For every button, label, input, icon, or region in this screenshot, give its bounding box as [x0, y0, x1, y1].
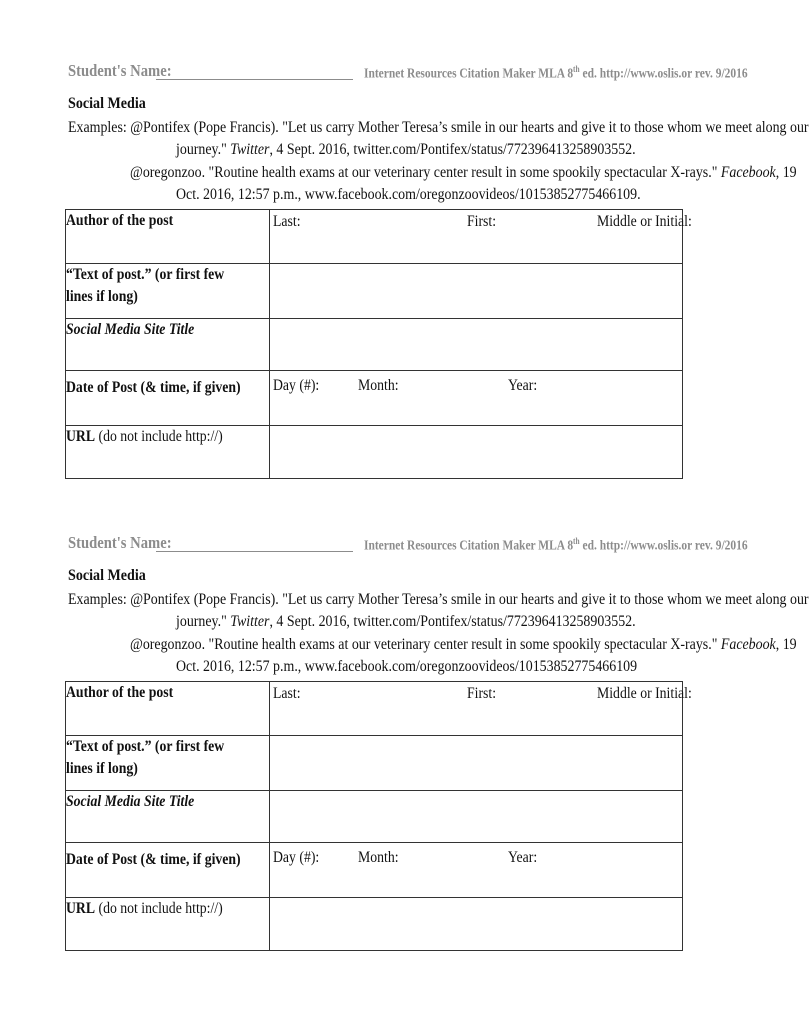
date-row [66, 371, 683, 426]
date-row [66, 843, 683, 898]
site-label-cell [66, 791, 270, 843]
author-row [66, 682, 683, 736]
site-label-cell [66, 319, 270, 371]
author-label: Author of the post [66, 684, 174, 701]
example-line-3: @oregonzoo. "Routine health exams at our veterinary center result in some spookily spectacular X-rays." Facebook, 19 [130, 636, 797, 653]
example-line-1: Examples: @Pontifex (Pope Francis). "Let us carry Mother Teresa’s smile in our hearts and give it to those whom we meet along our [68, 591, 809, 608]
site-row [66, 319, 683, 371]
url-label-cell [66, 426, 270, 479]
student-name-field[interactable] [156, 551, 353, 552]
example-line-2: journey." Twitter, 4 Sept. 2016, twitter.com/Pontifex/status/772396413258903552. [176, 613, 636, 630]
year-label: Year: [508, 849, 538, 866]
example-line-4: Oct. 2016, 12:57 p.m., www.facebook.com/oregonzoovideos/10153852775466109. [176, 186, 641, 203]
author-label-cell [66, 682, 270, 736]
url-input-cell[interactable] [270, 426, 683, 479]
author-row [66, 210, 683, 264]
middle-initial-label: Middle or Initial: [597, 685, 692, 702]
date-label: Date of Post (& time, if given) [66, 851, 241, 868]
example-line-1: Examples: @Pontifex (Pope Francis). "Let us carry Mother Teresa’s smile in our hearts and give it to those whom we meet along our [68, 119, 809, 136]
date-label-cell [66, 371, 270, 426]
form-header [68, 532, 748, 556]
author-label: Author of the post [66, 212, 174, 229]
url-label-cell [66, 898, 270, 951]
text-row [66, 264, 683, 319]
url-label: URL (do not include http://) [66, 900, 223, 917]
example-line-3: @oregonzoo. "Routine health exams at our veterinary center result in some spookily spectacular X-rays." Facebook, 19 [130, 164, 797, 181]
last-name-label: Last: [273, 213, 301, 230]
month-label: Month: [358, 849, 399, 866]
text-label-cell [66, 736, 270, 791]
student-name-label: Student's Name: [68, 533, 172, 552]
form-header [68, 60, 748, 84]
url-label: URL (do not include http://) [66, 428, 223, 445]
site-input-cell[interactable] [270, 319, 683, 371]
day-label: Day (#): [273, 377, 320, 394]
example-line-2: journey." Twitter, 4 Sept. 2016, twitter.com/Pontifex/status/772396413258903552. [176, 141, 636, 158]
site-label: Social Media Site Title [66, 321, 195, 338]
url-row [66, 898, 683, 951]
text-input-cell[interactable] [270, 736, 683, 791]
text-label: “Text of post.” (or first few lines if long) [66, 738, 225, 777]
url-row [66, 426, 683, 479]
citation-maker-note: Internet Resources Citation Maker MLA 8th ed. http://www.oslis.or rev. 9/2016 [364, 64, 748, 82]
text-row [66, 736, 683, 791]
author-input-cell[interactable] [270, 210, 692, 264]
example-line-4: Oct. 2016, 12:57 p.m., www.facebook.com/oregonzoovideos/10153852775466109 [176, 658, 638, 675]
date-input-cell[interactable] [270, 371, 683, 426]
site-label: Social Media Site Title [66, 793, 195, 810]
text-input-cell[interactable] [270, 264, 683, 319]
student-name-field[interactable] [156, 79, 353, 80]
month-label: Month: [358, 377, 399, 394]
citation-table [65, 681, 692, 951]
section-title: Social Media [68, 567, 146, 584]
day-label: Day (#): [273, 849, 320, 866]
first-name-label: First: [467, 685, 497, 702]
site-input-cell[interactable] [270, 791, 683, 843]
citation-maker-note: Internet Resources Citation Maker MLA 8th ed. http://www.oslis.or rev. 9/2016 [364, 536, 748, 554]
text-label-cell [66, 264, 270, 319]
date-input-cell[interactable] [270, 843, 683, 898]
url-input-cell[interactable] [270, 898, 683, 951]
year-label: Year: [508, 377, 538, 394]
student-name-label: Student's Name: [68, 61, 172, 80]
author-input-cell[interactable] [270, 682, 692, 736]
site-row [66, 791, 683, 843]
date-label: Date of Post (& time, if given) [66, 379, 241, 396]
middle-initial-label: Middle or Initial: [597, 213, 692, 230]
author-label-cell [66, 210, 270, 264]
section-title: Social Media [68, 95, 146, 112]
first-name-label: First: [467, 213, 497, 230]
date-label-cell [66, 843, 270, 898]
last-name-label: Last: [273, 685, 301, 702]
citation-table [65, 209, 692, 479]
text-label: “Text of post.” (or first few lines if long) [66, 266, 225, 305]
